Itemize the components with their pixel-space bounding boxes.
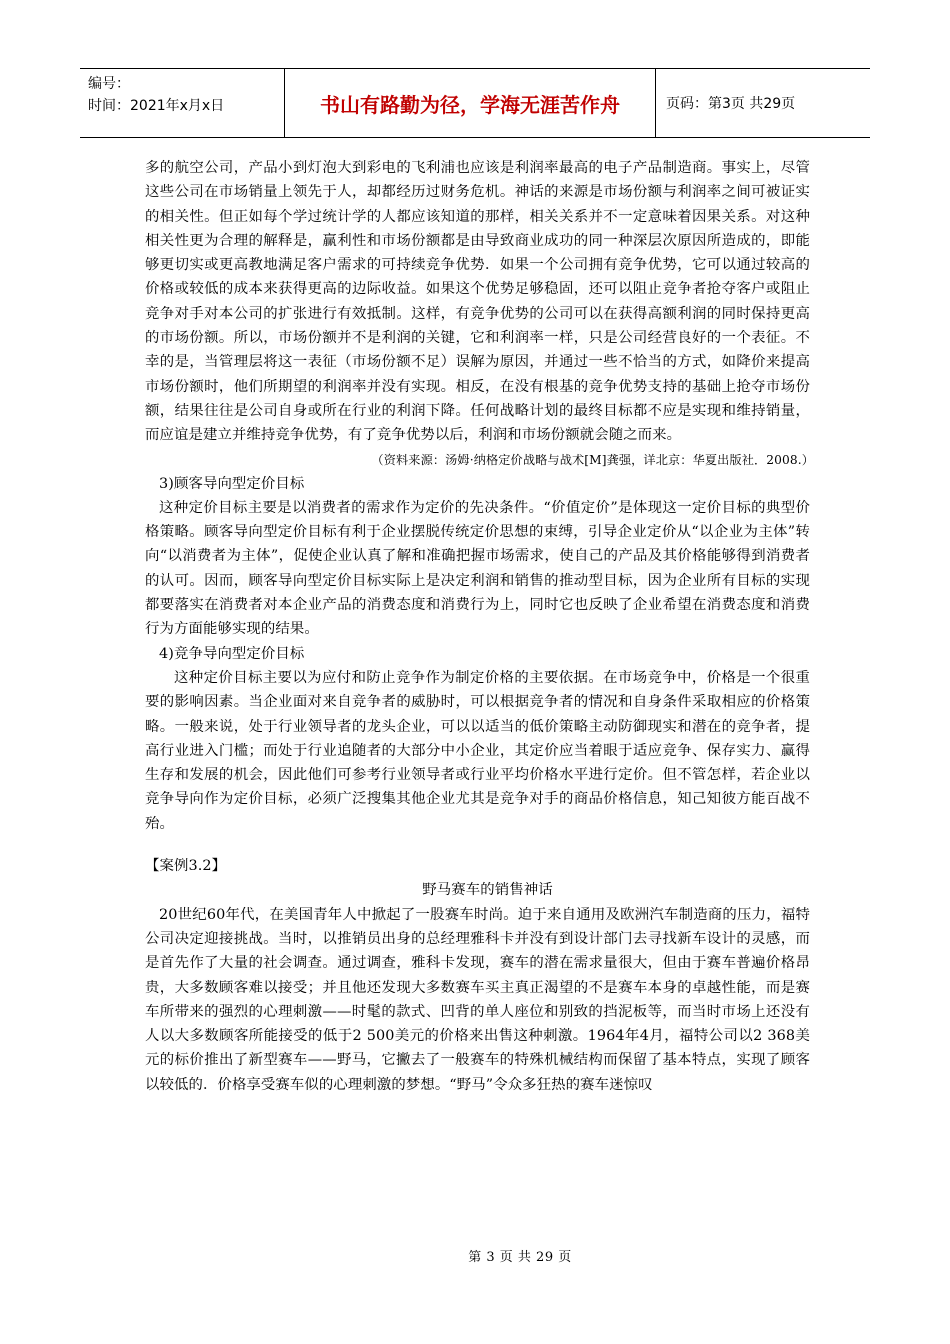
document-number-label: 编号： — [88, 76, 130, 92]
page-header — [80, 68, 870, 138]
paragraph-competition-oriented: 这种定价目标主要以为应付和防止竞争作为制定价格的主要依据。在市场竞争中，价格是一个很重要的影响因素。当企业面对来自竞争者的威胁时，可以根据竞争者的情况和自身条件采取相应的价格策略。一般来说，处于行业领导者的龙头企业，可以以适当的低价策略主动防御现实和潜在的竞争者，提高行业进入门槛；而处于行业追随者的大部分中小企业，其定价应当着眼于适应竞争、保存实力、赢得生存和发展的机会，因此他们可参考行业领导者或行业平均价格水平进行定价。但不管怎样，若企业以竞争导向作为定价目标，必须广泛搜集其他企业尤其是竞争对手的商品价格信息，知己知彼方能百战不殆。 — [145, 669, 810, 832]
header-page-info: 页码：第3页 共29页 — [666, 96, 796, 112]
header-meta — [80, 69, 284, 137]
paragraph-customer-oriented: 这种定价目标主要是以消费者的需求作为定价的先决条件。“价值定价”是体现这一定价目标的典型价格策略。顾客导向型定价目标有利于企业摆脱传统定价思想的束缚，引导企业定价从“以企业为主体”转向“以消费者为主体”，促使企业认真了解和准确把握市场需求，使自己的产品及其价格能够得到消费者的认可。因而，顾客导向型定价目标实际上是决定利润和销售的推动型目标，因为企业所有目标的实现都要落实在消费者对本企业产品的消费态度和消费行为上，同时它也反映了企业希望在消费态度和消费行为方面能够实现的结果。 — [145, 499, 810, 638]
paragraph-mustang-case: 20世纪60年代，在美国青年人中掀起了一股赛车时尚。迫于来自通用及欧洲汽车制造商的压力，福特公司决定迎接挑战。当时，以推销员出身的总经理雅科卡并没有到设计部门去寻找新车设计的灵感，而是首先作了大量的社会调查。通过调查，雅科卡发现，赛车的潜在需求量很大，但由于赛车普遍价格昂贵，大多数顾客难以接受；并且他还发现大多数赛车买主真正渴望的不是赛车本身的卓越性能，而是赛车所带来的强烈的心理刺激——时髦的款式、凹背的单人座位和别致的挡泥板等，而当时市场上还没有人以大多数顾客所能接受的低于2 500美元的价格来出售这种刺激。1964年4月，福特公司以2 368美元的标价推出了新型赛车——野马，它撇去了一般赛车的特殊机械结构而保留了基本特点，实现了顾客以较低的．价格享受赛车似的心理刺激的梦想。“野马”令众多狂热的赛车迷惊叹 — [145, 906, 810, 1093]
section-heading-customer-oriented: 3)顾客导向型定价目标 — [159, 475, 305, 492]
case-title: 野马赛车的销售神话 — [422, 882, 553, 899]
paragraph-market-share: 多的航空公司，产品小到灯泡大到彩电的飞利浦也应该是利润率最高的电子产品制造商。事实上，尽管这些公司在市场销量上领先于人，却都经历过财务危机。神话的来源是市场份额与利润率之间可被证实的相关性。但正如每个学过统计学的人都应该知道的那样，相关关系并不一定意味着因果关系。对这种相关性更为合理的解释是，赢利性和市场份额都是由导致商业成功的同一种深层次原因所造成的，即能够更切实或更高教地满足客户需求的可持续竞争优势．如果一个公司拥有竞争优势，它可以通过较高的价格或较低的成本来获得更高的边际收益。如果这个优势足够稳固，还可以阻止竞争者抢夺客户或阻止竞争对手对本公司的扩张进行有效抵制。这样，有竞争优势的公司可以在获得高额利润的同时保持更高的市场份额。所以，市场份额并不是利润的关键，它和利润率一样，只是公司经营良好的一个表征。不幸的是，当管理层将这一表征（市场份额不足）误解为原因，并通过一些不恰当的方式，如降价来提高市场份额时，他们所期望的利润率并没有实现。相反，在没有根基的竞争优势支持的基础上抢夺市场份额，结果往往是公司自身或所在行业的利润下降。任何战略计划的最终目标都不应是实现和维持销量，而应谊是建立并维持竞争优势，有了竞争优势以后，利润和市场份额就会随之而来。 — [145, 160, 810, 444]
source-citation: （资料来源：汤姆·纳格定价战略与战术[M]龚强，详北京：华夏出版社．2008.） — [371, 452, 814, 467]
page-footer: 第 3 页 共 29 页 — [468, 1250, 572, 1265]
document-date: 时间：2021年x月x日 — [88, 98, 225, 114]
header-motto: 书山有路勤为径，学海无涯苦作舟 — [284, 69, 656, 137]
section-heading-competition-oriented: 4)竞争导向型定价目标 — [159, 645, 305, 662]
document-body — [145, 156, 814, 1097]
case-label: 【案例3.2】 — [145, 858, 227, 875]
